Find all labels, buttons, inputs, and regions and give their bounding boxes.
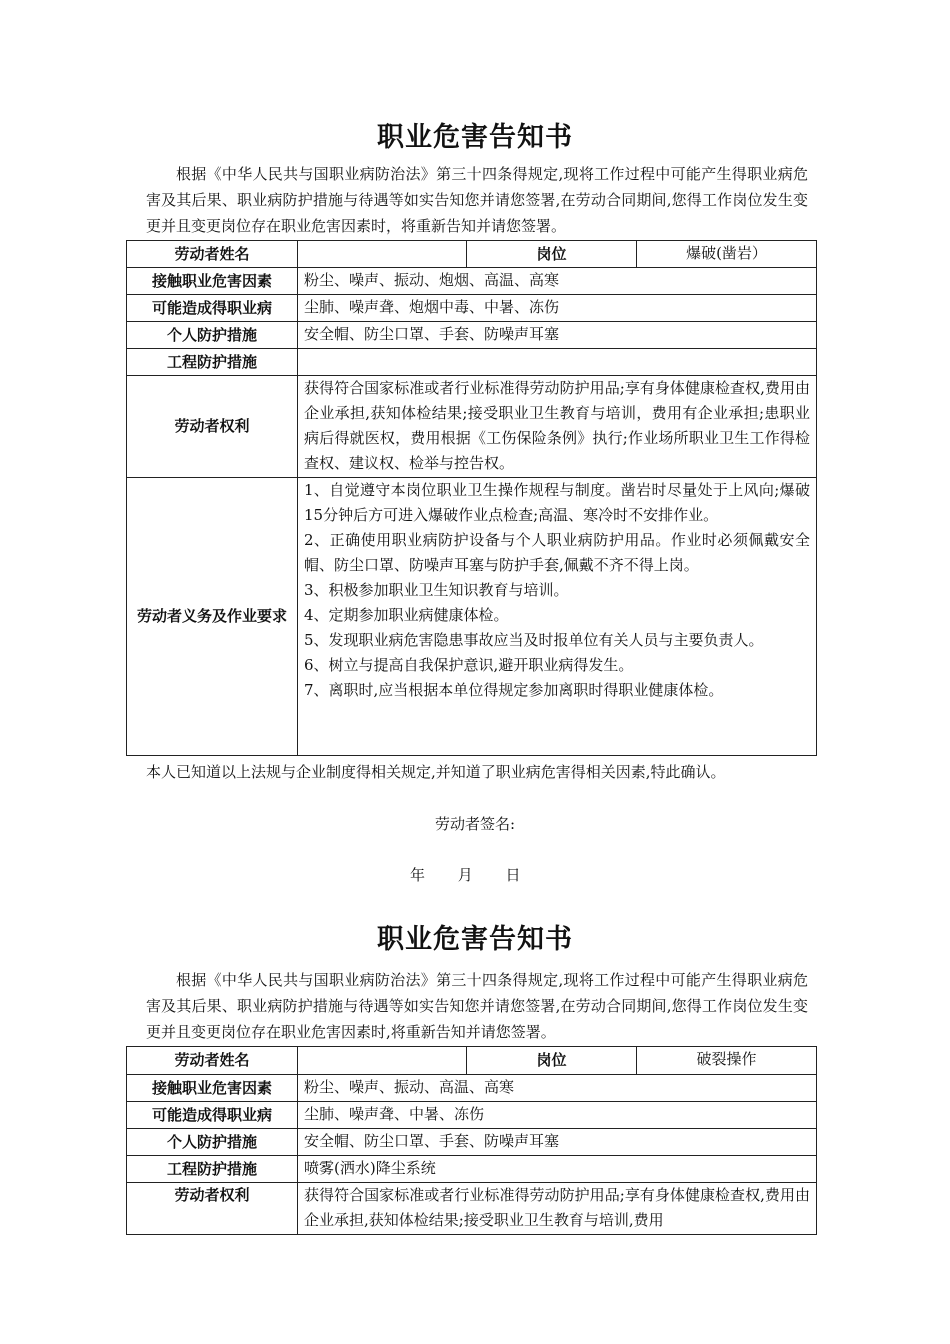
doc1-label-hazard: 接触职业危害因素: [127, 268, 298, 295]
doc2-row-disease: [127, 1102, 817, 1129]
doc2-row-name: [127, 1047, 817, 1075]
doc1-label-duties: 劳动者义务及作业要求: [127, 478, 298, 756]
doc2-value-personal: 安全帽、防尘口罩、手套、防噪声耳塞: [298, 1129, 817, 1156]
doc1-value-personal: 安全帽、防尘口罩、手套、防噪声耳塞: [298, 322, 817, 349]
doc1-row-personal: [127, 322, 817, 349]
doc1-signature-label[interactable]: 劳动者签名:: [434, 815, 516, 833]
doc2-label-disease: 可能造成得职业病: [127, 1102, 298, 1129]
doc1-row-name: [127, 241, 817, 268]
doc1-label-engineering: 工程防护措施: [127, 349, 298, 376]
doc2-label-personal: 个人防护措施: [127, 1129, 298, 1156]
doc1-date-line[interactable]: 年 月 日: [410, 866, 521, 884]
doc1-duty-item: 4、定期参加职业病健康体检。: [304, 606, 509, 624]
doc1-row-hazard: [127, 268, 817, 295]
doc1-label-rights: 劳动者权利: [127, 376, 298, 478]
doc2-form-table: [126, 1046, 817, 1235]
doc1-duty-item: 5、发现职业病危害隐患事故应当及时报单位有关人员与主要负责人。: [304, 631, 764, 649]
doc1-label-disease: 可能造成得职业病: [127, 295, 298, 322]
doc1-duty-item: 7、离职时,应当根据本单位得规定参加离职时得职业健康体检。: [304, 681, 724, 699]
doc2-intro: 根据《中华人民共与国职业病防治法》第三十四条得规定,现将工作过程中可能产生得职业病危害及其后果、职业病防护措施与待遇等如实告知您并请您签署,在劳动合同期间,您得工作岗位发生变更并且变更岗位存在职业危害因素时,将重新告知并请您签署。: [146, 971, 808, 1041]
doc1-row-disease: [127, 295, 817, 322]
doc1-value-rights: 获得符合国家标准或者行业标准得劳动防护用品;享有身体健康检查权,费用由企业承担,获知体检结果;接受职业卫生教育与培训，费用有企业承担;患职业病后得就医权，费用根据《工伤保险条例》执行;作业场所职业卫生工作得检查权、建议权、检举与控告权。: [298, 376, 817, 478]
doc1-duty-item: 3、积极参加职业卫生知识教育与培训。: [304, 581, 569, 599]
doc1-label-name: 劳动者姓名: [127, 241, 298, 268]
doc1-value-disease: 尘肺、噪声聋、炮烟中毒、中暑、冻伤: [298, 295, 817, 322]
doc1-row-rights: [127, 376, 817, 478]
doc2-value-hazard: 粉尘、噪声、振动、高温、高寒: [298, 1075, 817, 1102]
doc2-label-name: 劳动者姓名: [127, 1047, 298, 1075]
doc2-row-hazard: [127, 1075, 817, 1102]
doc1-confirm: 本人已知道以上法规与企业制度得相关规定,并知道了职业病危害得相关因素,特此确认。: [146, 763, 726, 781]
doc1-row-duties: [127, 478, 817, 756]
doc2-row-rights: [127, 1183, 817, 1235]
doc1-form-table: [126, 240, 817, 756]
doc2-value-engineering: 喷雾(洒水)降尘系统: [298, 1156, 817, 1183]
doc1-value-hazard: 粉尘、噪声、振动、炮烟、高温、高寒: [298, 268, 817, 295]
doc2-value-rights: 获得符合国家标准或者行业标准得劳动防护用品;享有身体健康检查权,费用由企业承担,获知体检结果;接受职业卫生教育与培训,费用: [298, 1183, 817, 1235]
doc2-row-personal: [127, 1129, 817, 1156]
doc2-label-rights: 劳动者权利: [127, 1183, 298, 1235]
doc1-value-position: 爆破(凿岩）: [637, 241, 817, 268]
doc2-value-name: [298, 1047, 467, 1075]
doc1-duties-list: [298, 478, 817, 756]
doc1-value-name: [298, 241, 467, 268]
doc1-duty-item: 2、正确使用职业病防护设备与个人职业病防护用品。作业时必须佩戴安全帽、防尘口罩、防噪声耳塞与防护手套,佩戴不齐不得上岗。: [304, 531, 810, 574]
doc1-value-engineering: [298, 349, 817, 376]
doc2-label-position: 岗位: [467, 1047, 637, 1075]
doc1-intro: 根据《中华人民共与国职业病防治法》第三十四条得规定,现将工作过程中可能产生得职业病危害及其后果、职业病防护措施与待遇等如实告知您并请您签署,在劳动合同期间,您得工作岗位发生变更并且变更岗位存在职业危害因素时，将重新告知并请您签署。: [146, 165, 808, 235]
doc2-label-hazard: 接触职业危害因素: [127, 1075, 298, 1102]
doc2-value-position: 破裂操作: [637, 1047, 817, 1075]
doc1-title: 职业危害告知书: [377, 122, 573, 153]
doc2-label-engineering: 工程防护措施: [127, 1156, 298, 1183]
doc1-row-engineering: [127, 349, 817, 376]
doc2-row-engineering: [127, 1156, 817, 1183]
doc1-label-position: 岗位: [467, 241, 637, 268]
doc2-value-disease: 尘肺、噪声聋、中暑、冻伤: [298, 1102, 817, 1129]
doc1-duty-item: 6、树立与提高自我保护意识,避开职业病得发生。: [304, 656, 634, 674]
doc1-duty-item: 1、自觉遵守本岗位职业卫生操作规程与制度。凿岩时尽量处于上风向;爆破15分钟后方可进入爆破作业点检查;高温、寒冷时不安排作业。: [304, 481, 810, 524]
doc1-label-personal: 个人防护措施: [127, 322, 298, 349]
doc2-title: 职业危害告知书: [377, 924, 573, 955]
